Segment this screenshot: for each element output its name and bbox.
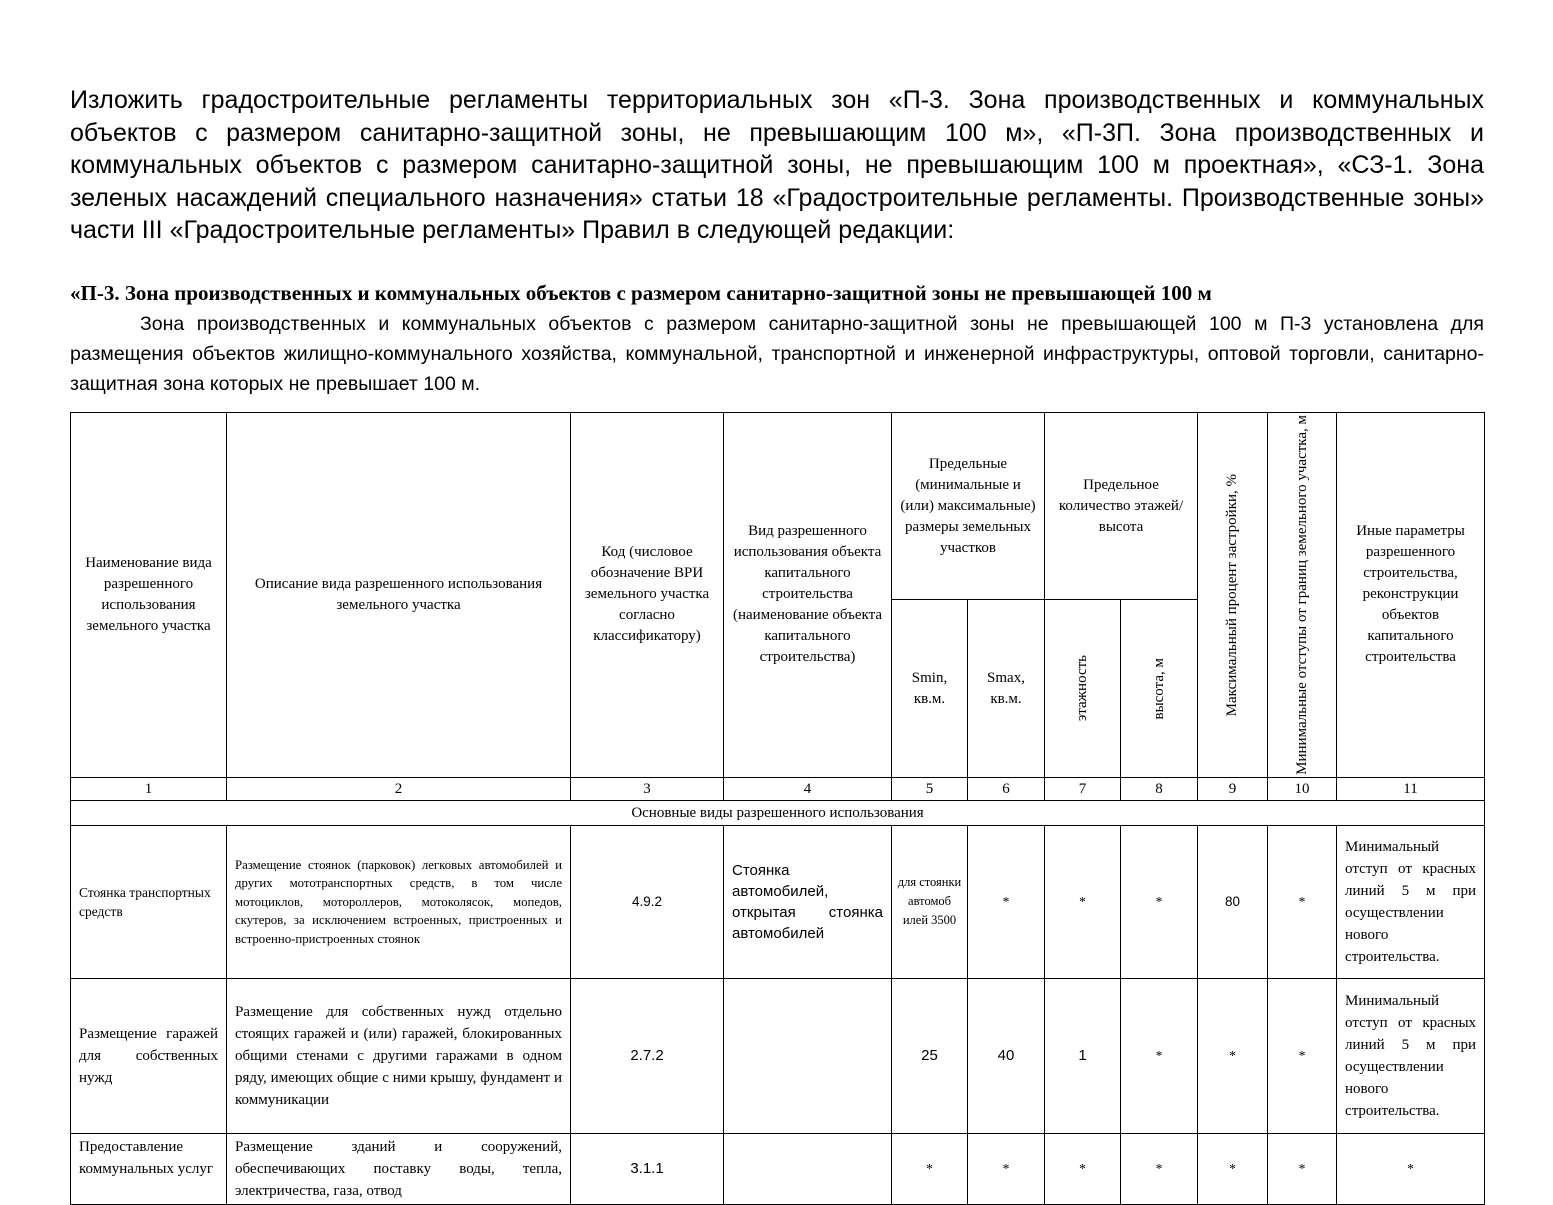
cell-vri-description: Размещение зданий и сооружений, обеспечивающих поставку воды, тепла, электричества, газа, отвод xyxy=(227,1133,571,1204)
header-smax xyxy=(968,600,1045,778)
cell-other-params: Минимальный отступ от красных линий 5 м при осуществлении нового строительства. xyxy=(1337,825,1485,978)
cell-smin: * xyxy=(892,1133,968,1204)
header-height-text: высота, м xyxy=(1150,657,1167,720)
table-row xyxy=(71,825,1485,978)
cell-height: * xyxy=(1121,1133,1198,1204)
table-row xyxy=(71,1133,1485,1204)
intro-paragraph: Изложить градостроительные регламенты территориальных зон «П-3. Зона производственных и коммунальных объектов с размером санитарно-защитной зоны, не превышающим 100 м», «П-3П. Зона производственных и коммунальных объектов с размером санитарно-защитной зоны, не превышающим 100 м проектная», «СЗ-1. Зона зеленых насаждений специального назначения» статьи 18 «Градостроительные регламенты. Производственные зоны» части III «Градостроительные регламенты» Правил в следующей редакции: xyxy=(70,86,1484,244)
cell-min-setback: * xyxy=(1268,1133,1337,1204)
cell-height: * xyxy=(1121,978,1198,1133)
cell-floors: 1 xyxy=(1045,978,1121,1133)
header-floors-height: Предельное количество этажей/высота xyxy=(1045,413,1198,600)
table-row xyxy=(71,978,1485,1133)
column-number: 5 xyxy=(892,777,968,800)
column-number: 2 xyxy=(227,777,571,800)
header-max-percent-text: Максимальный процент застройки, % xyxy=(1224,473,1241,717)
column-number: 8 xyxy=(1121,777,1198,800)
cell-other-params: Минимальный отступ от красных линий 5 м при осуществлении нового строительства. xyxy=(1337,978,1485,1133)
cell-vri-description: Размещение для собственных нужд отдельно стоящих гаражей и (или) гаражей, блокированных общими стенами с другими гаражами в одном ряду, имеющих общие с ними крышу, фундамент и коммуникации xyxy=(227,978,571,1133)
column-number: 6 xyxy=(968,777,1045,800)
cell-smax: * xyxy=(968,825,1045,978)
header-other-params: Иные параметры разрешенного строительства, реконструкции объектов капитального строительства xyxy=(1337,413,1485,778)
column-number: 3 xyxy=(571,777,724,800)
cell-floors: * xyxy=(1045,1133,1121,1204)
cell-max-percent: * xyxy=(1198,978,1268,1133)
table-header-row xyxy=(71,413,1485,600)
header-smin-label: Smin, xyxy=(911,669,948,686)
column-number: 11 xyxy=(1337,777,1485,800)
cell-other-params: * xyxy=(1337,1133,1485,1204)
document-body xyxy=(70,84,1484,399)
header-min-setback-text: Минимальные отступы от границ земельного участка, м xyxy=(1293,415,1310,775)
header-min-setback xyxy=(1268,413,1337,778)
header-floors xyxy=(1045,600,1121,778)
zone-description: Зона производственных и коммунальных объектов с размером санитарно-защитной зоны не превышающей 100 м П-3 установлена для размещения объектов жилищно-коммунального хозяйства, коммунальной, транспортной и инженерной инфраструктуры, оптовой торговли, санитарно-защитная зона которых не превышает 100 м. xyxy=(70,312,1484,395)
cell-code: 3.1.1 xyxy=(571,1133,724,1204)
cell-height: * xyxy=(1121,825,1198,978)
cell-max-percent: 80 xyxy=(1198,825,1268,978)
column-number: 4 xyxy=(724,777,892,800)
column-number: 7 xyxy=(1045,777,1121,800)
column-number-row xyxy=(71,777,1485,800)
header-smax-unit: кв.м. xyxy=(990,690,1022,707)
header-floors-text: этажность xyxy=(1074,655,1091,722)
cell-smax: * xyxy=(968,1133,1045,1204)
cell-max-percent: * xyxy=(1198,1133,1268,1204)
cell-vri-name: Стоянка транспортных средств xyxy=(71,825,227,978)
cell-smin: для стоянки автомоб илей 3500 xyxy=(892,825,968,978)
column-number: 1 xyxy=(71,777,227,800)
header-smin xyxy=(892,600,968,778)
header-vri-description: Описание вида разрешенного использования земельного участка xyxy=(227,413,571,778)
cell-min-setback: * xyxy=(1268,978,1337,1133)
cell-oks-use xyxy=(724,978,892,1133)
column-number: 10 xyxy=(1268,777,1337,800)
cell-code: 4.9.2 xyxy=(571,825,724,978)
zone-title: «П-3. Зона производственных и коммунальных объектов с размером санитарно-защитной зоны не превышающей 100 м xyxy=(70,280,1212,305)
cell-smin: 25 xyxy=(892,978,968,1133)
cell-oks-use xyxy=(724,1133,892,1204)
section-row xyxy=(71,800,1485,825)
cell-oks-use: Стоянка автомобилей, открытая стоянка автомобилей xyxy=(724,825,892,978)
header-smax-label: Smax, xyxy=(987,669,1025,686)
header-plot-sizes: Предельные (минимальные и (или) максимальные) размеры земельных участков xyxy=(892,413,1045,600)
regulation-table xyxy=(70,412,1485,1205)
cell-vri-description: Размещение стоянок (парковок) легковых автомобилей и других мототранспортных средств, в том числе мотоциклов, мотороллеров, мотоколясок, мопедов, скутеров, за исключением встроенных, пристроенных и встроенно-пристроенных стоянок xyxy=(227,825,571,978)
cell-vri-name: Размещение гаражей для собственных нужд xyxy=(71,978,227,1133)
section-title: Основные виды разрешенного использования xyxy=(71,800,1485,825)
cell-floors: * xyxy=(1045,825,1121,978)
header-code: Код (числовое обозначение ВРИ земельного участка согласно классификатору) xyxy=(571,413,724,778)
cell-code: 2.7.2 xyxy=(571,978,724,1133)
cell-min-setback: * xyxy=(1268,825,1337,978)
header-max-percent xyxy=(1198,413,1268,778)
cell-smax: 40 xyxy=(968,978,1045,1133)
cell-vri-name: Предоставление коммунальных услуг xyxy=(71,1133,227,1204)
header-height xyxy=(1121,600,1198,778)
header-smin-unit: кв.м. xyxy=(913,690,946,707)
header-oks-use: Вид разрешенного использования объекта капитального строительства (наименование объекта капитального строительства) xyxy=(724,413,892,778)
column-number: 9 xyxy=(1198,777,1268,800)
header-vri-name: Наименование вида разрешенного использования земельного участка xyxy=(71,413,227,778)
